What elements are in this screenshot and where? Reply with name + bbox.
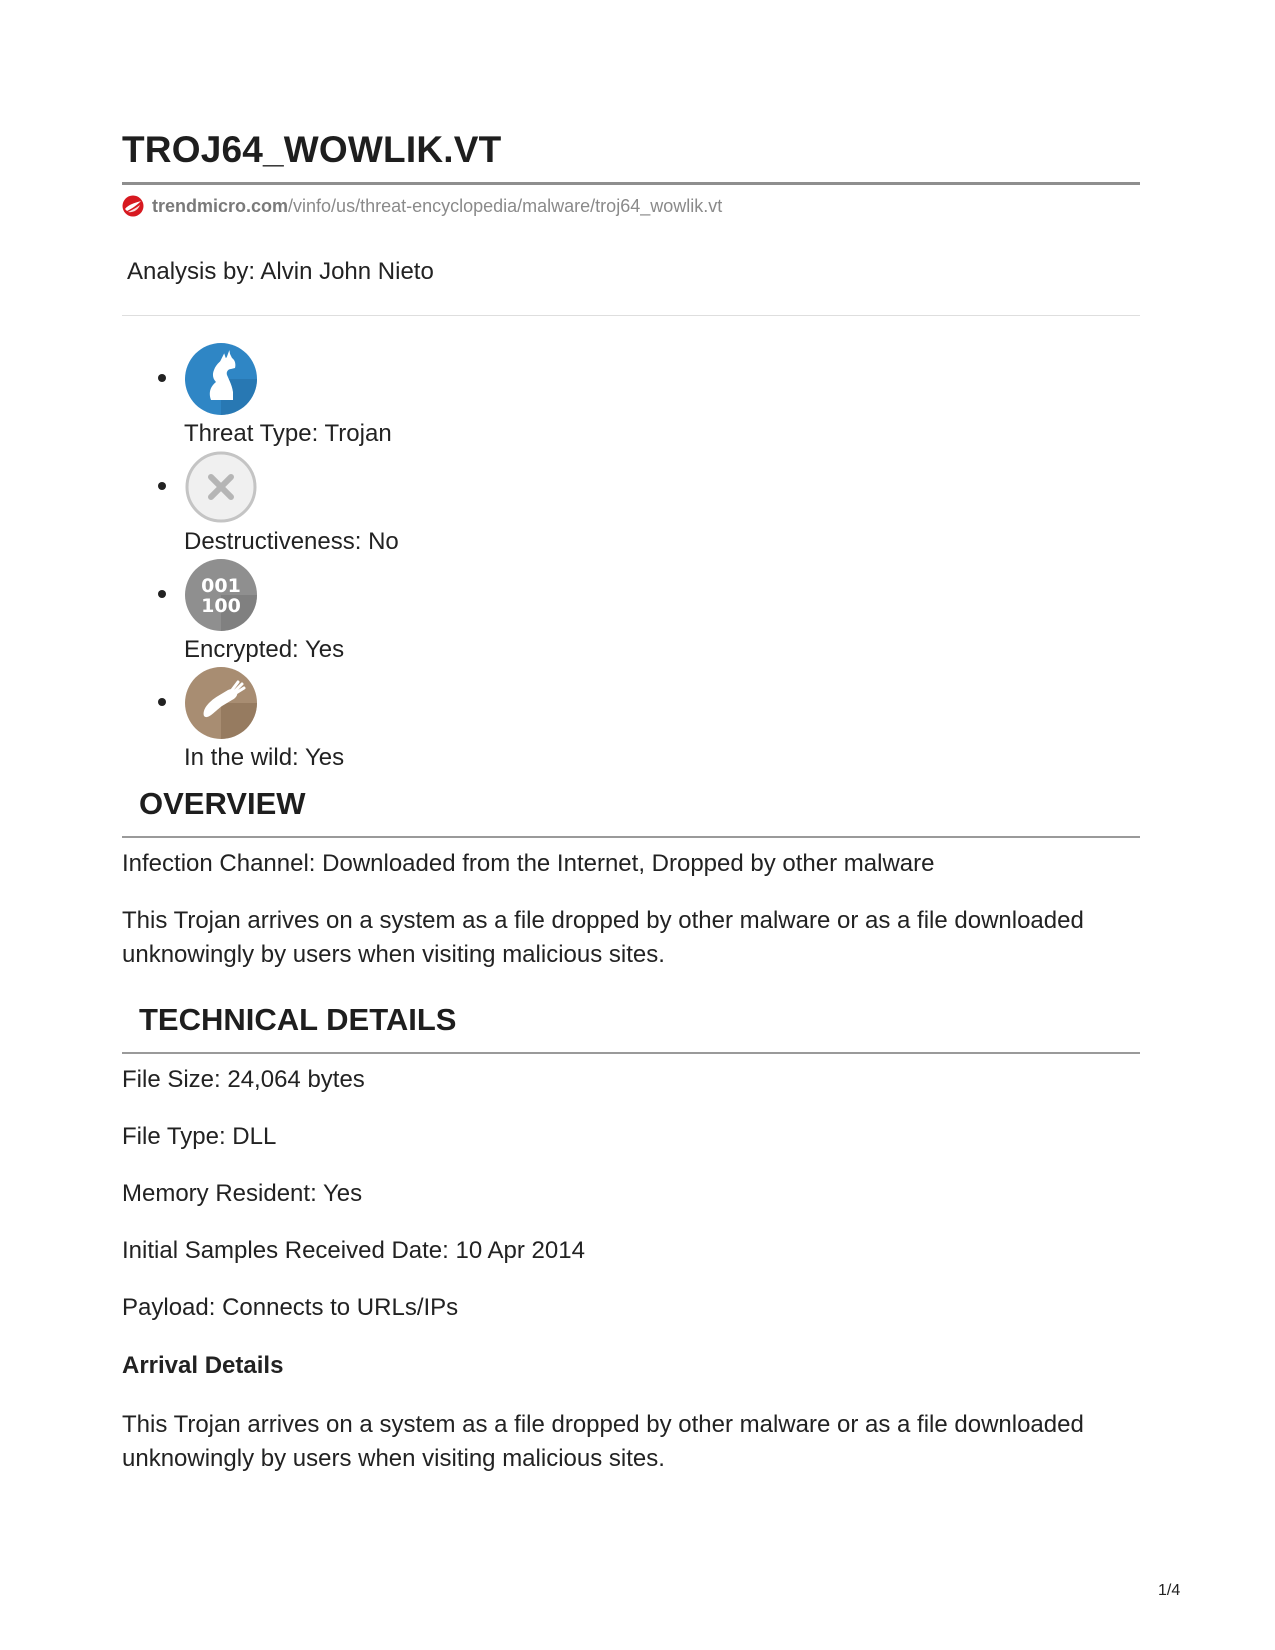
- arrival-details-heading: Arrival Details: [122, 1352, 284, 1379]
- list-item: [122, 448, 722, 556]
- analysis-author: Analysis by: Alvin John Nieto: [127, 258, 434, 285]
- svg-text:100: 100: [201, 595, 241, 617]
- svg-text:001: 001: [201, 575, 241, 597]
- trendmicro-logo-icon: [122, 195, 144, 217]
- cross-icon: [184, 450, 258, 524]
- bullet: [158, 482, 166, 490]
- source-link[interactable]: [122, 195, 722, 217]
- technical-details-divider: [122, 1052, 1140, 1054]
- title-divider: [122, 182, 1140, 185]
- source-path: /vinfo/us/threat-encyclopedia/malware/troj64_wowlik.vt: [288, 195, 723, 216]
- memory-resident: Memory Resident: Yes: [122, 1180, 363, 1207]
- arrival-details-text: This Trojan arrives on a system as a file dropped by other malware or as a file downloaded unknowingly by users when visiting malicious sites.: [122, 1411, 1084, 1472]
- overview-divider: [122, 836, 1140, 838]
- overview-heading: OVERVIEW: [139, 786, 306, 821]
- encrypted-label: Encrypted: Yes: [184, 636, 345, 663]
- bomb-icon: [184, 666, 258, 740]
- payload: Payload: Connects to URLs/IPs: [122, 1294, 459, 1321]
- page-number: 1/4: [1158, 1582, 1181, 1599]
- list-item: [122, 664, 722, 772]
- file-size: File Size: 24,064 bytes: [122, 1066, 365, 1093]
- page-title: TROJ64_WOWLIK.VT: [122, 129, 502, 170]
- threat-type-label: Threat Type: Trojan: [184, 420, 392, 447]
- in-the-wild-label: In the wild: Yes: [184, 744, 345, 771]
- initial-samples-date: Initial Samples Received Date: 10 Apr 2014: [122, 1237, 585, 1264]
- file-type: File Type: DLL: [122, 1123, 277, 1150]
- list-item: [122, 340, 722, 448]
- bullet: [158, 374, 166, 382]
- threat-attributes-list: [122, 340, 722, 772]
- technical-details-heading: TECHNICAL DETAILS: [139, 1002, 457, 1037]
- destructiveness-label: Destructiveness: No: [184, 528, 399, 555]
- binary-code-icon: [184, 558, 258, 632]
- overview-description: This Trojan arrives on a system as a file dropped by other malware or as a file downloaded unknowingly by users when visiting malicious sites.: [122, 907, 1084, 968]
- list-item: [122, 556, 722, 664]
- header-divider: [122, 315, 1140, 316]
- infection-channel: Infection Channel: Downloaded from the Internet, Dropped by other malware: [122, 850, 935, 877]
- trojan-horse-icon: [184, 342, 258, 416]
- bullet: [158, 698, 166, 706]
- bullet: [158, 590, 166, 598]
- source-domain: trendmicro.com: [152, 195, 289, 216]
